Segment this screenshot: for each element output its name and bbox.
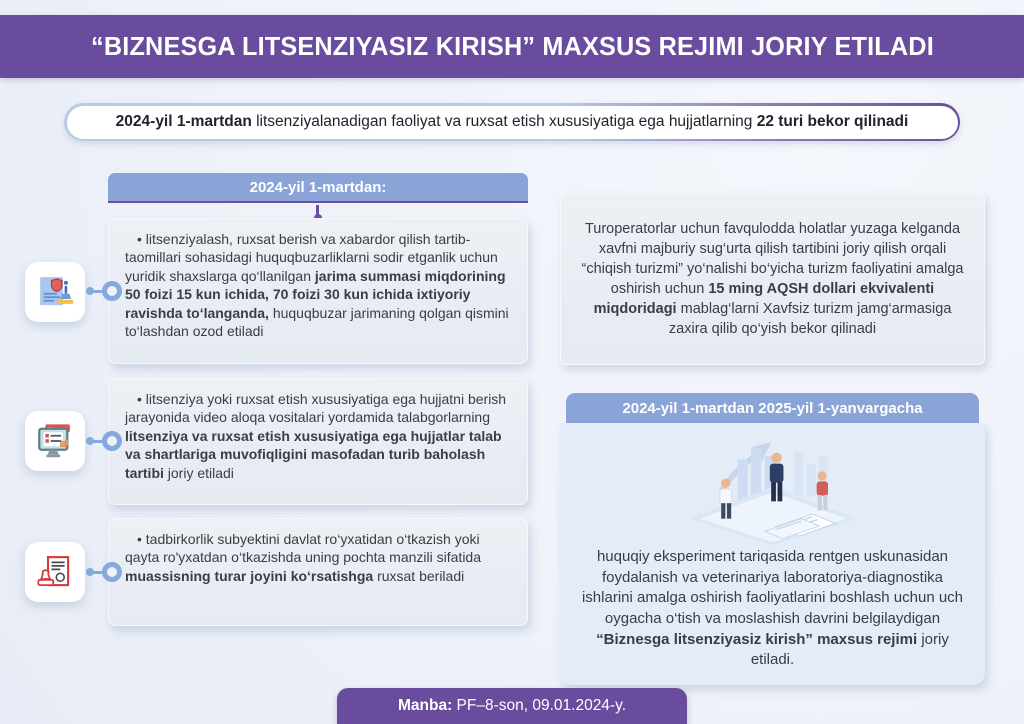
header-connector <box>316 205 319 216</box>
connector-ring <box>102 431 122 451</box>
info-box-fine-relief <box>108 218 528 364</box>
icon-card-1 <box>25 262 85 322</box>
connector-ring <box>102 281 122 301</box>
source-footer <box>337 688 687 724</box>
tour-operators-text: Turoperatorlar uchun favqulodda holatlar yuzaga kelganda xavfni majburiy sug‘urta qilish tartibini joriy qilish orqali “chiqish turizmi” yo‘nalishi bo‘yicha turizm faoliyatini amalga oshirish uchun 15 ming AQSH dollari ekvivalenti miqdoridagi mablag‘larni Xavfsiz turizm jamg‘armasiga zaxira qilib qo‘yish bekor qilinadi <box>581 221 964 337</box>
info-box-text: • litsenziyalash, ruxsat berish va xabardor qilish tartib-taomillari sohasidagi huquqbuzarliklarni sodir etganlik uchun yuridik shaxslarga qo‘llanilgan jarima summasi miqdorining 50 foizi 15 kun ichida, 70 foizi 30 kun ichida ixtiyoriy ravishda to‘langanda, huquqbuzar jarimaning qolgan qismini to‘lashdan ozod etiladi <box>125 231 509 340</box>
business-people-charts-illustration <box>667 425 879 545</box>
experiment-panel <box>560 423 985 685</box>
remote-monitoring-icon <box>34 420 76 462</box>
experiment-section-header-label: 2024-yil 1-martdan 2025-yil 1-yanvargacha <box>622 399 923 417</box>
connector-2 <box>86 430 122 452</box>
info-box-postal-address <box>108 518 528 626</box>
experiment-text: huquqiy eksperiment tariqasida rentgen uskunasidan foydalanish va veterinariya laboratoriya-diagnostika ishlarini amalga oshirish faoliyatlarini boshlash uchun uch oygacha o‘tish va moslashish davrini belgilaydigan “Biznesga litsenziyasiz kirish” maxsus rejimi joriy etiladi. <box>581 548 964 669</box>
license-document-stamp-icon <box>34 271 76 313</box>
left-column-header-label: 2024-yil 1-martdan: <box>249 178 387 196</box>
person-right <box>816 471 827 510</box>
page-title: “BIZNESGA LITSENZIYASIZ KIRISH” MAXSUS REJIMI JORIY ETILADI <box>90 31 934 61</box>
title-banner <box>0 15 1024 78</box>
info-box-text: • litsenziya yoki ruxsat etish xususiyatiga ega hujjatni berish jarayonida video aloqa vositalari yordamida talabgorlarning litsenziya va ruxsat etish xususiyatiga ega hujjatlar talab va shartlariga muvofiqligini masofadan turib baholash tartibi joriy etiladi <box>125 391 507 481</box>
connector-3 <box>86 561 122 583</box>
icon-card-2 <box>25 411 85 471</box>
subtitle-bar <box>64 103 960 141</box>
info-box-remote-assessment <box>108 378 528 505</box>
left-column-header <box>108 173 528 203</box>
subtitle-bar-inner <box>67 106 958 139</box>
connector-ring <box>102 562 122 582</box>
icon-card-3 <box>25 542 85 602</box>
experiment-section-header <box>566 393 979 423</box>
subtitle-text: 2024-yil 1-martdan litsenziyalanadigan faoliyat va ruxsat etish xususiyatiga ega hujjatlarning 22 turi bekor qilinadi <box>115 113 909 130</box>
registration-stamp-icon <box>34 551 76 593</box>
connector-1 <box>86 280 122 302</box>
info-box-text: • tadbirkorlik subyektini davlat ro‘yxatidan o‘tkazish yoki qayta ro'yxatdan o‘tkazishda uning pochta manzili sifatida muassisning turar joyini ko‘rsatishga ruxsat beriladi <box>125 531 481 584</box>
source-text: Manba: PF–8-son, 09.01.2024-y. <box>397 697 626 714</box>
tour-operators-box <box>560 193 985 365</box>
